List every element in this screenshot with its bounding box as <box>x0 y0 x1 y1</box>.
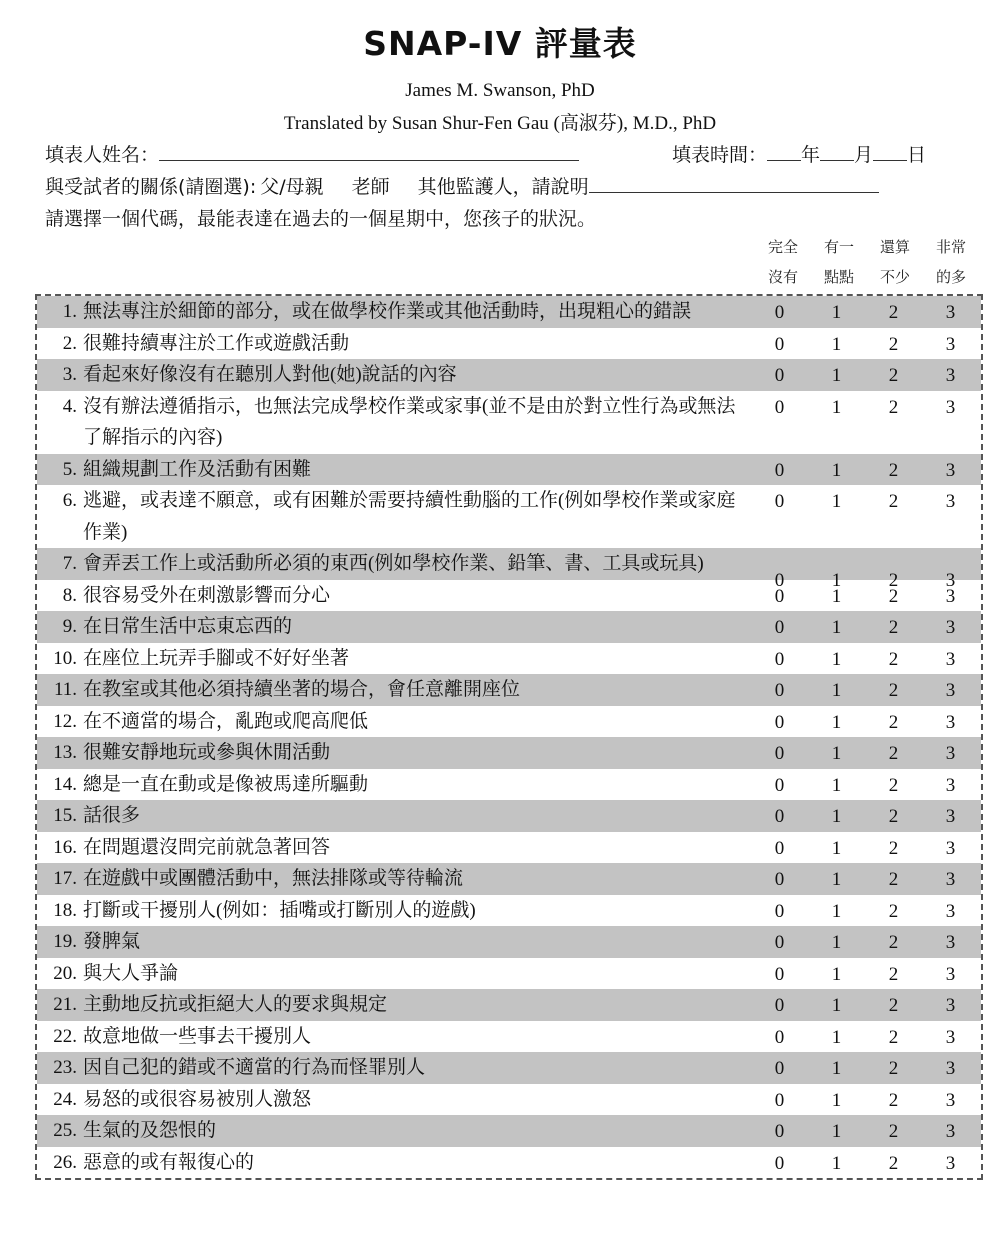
score-option-2[interactable]: 2 <box>888 900 899 922</box>
scale-header-3 <box>926 236 976 287</box>
score-option-0[interactable]: 0 <box>774 1058 785 1079</box>
item-row <box>37 391 981 454</box>
score-options <box>751 328 981 360</box>
score-option-3[interactable]: 3 <box>945 900 956 922</box>
score-option-1[interactable]: 1 <box>831 617 842 638</box>
score-option-1[interactable]: 1 <box>831 1089 842 1111</box>
score-option-3[interactable]: 3 <box>945 932 956 953</box>
score-option-3[interactable]: 3 <box>945 648 956 670</box>
scale-header-line2: 點點 <box>823 268 854 286</box>
relation-option-parent[interactable]: 父/母親 <box>260 176 324 198</box>
score-option-3[interactable]: 3 <box>945 585 956 607</box>
score-option-0[interactable]: 0 <box>774 869 785 890</box>
score-option-0[interactable]: 0 <box>774 1026 785 1048</box>
item-text: 會弄丟工作上或活動所必須的東西(例如學校作業、鉛筆、書、工具或玩具) <box>83 553 704 574</box>
item-text: 很難安靜地玩或參與休閒活動 <box>83 742 331 763</box>
item-row <box>37 1052 981 1084</box>
score-options <box>751 296 981 328</box>
score-option-0[interactable]: 0 <box>774 1121 785 1142</box>
item-text: 組織規劃工作及活動有困難 <box>83 458 312 480</box>
date-row <box>672 140 926 167</box>
item-text: 生氣的及怨恨的 <box>83 1120 217 1141</box>
item-row <box>37 800 981 832</box>
month-field[interactable] <box>820 142 854 161</box>
item-row <box>37 359 981 391</box>
item-row <box>37 989 981 1021</box>
score-option-2[interactable]: 2 <box>888 680 899 701</box>
item-number: 14. <box>53 773 77 795</box>
score-options <box>751 989 981 1021</box>
item-row <box>37 643 981 675</box>
relation-label: 與受試者的關係(請圈選): <box>45 176 257 198</box>
item-row <box>37 611 981 643</box>
item-number: 2. <box>62 332 77 354</box>
score-option-1[interactable]: 1 <box>831 995 842 1016</box>
score-option-1[interactable]: 1 <box>831 837 842 859</box>
score-option-1[interactable]: 1 <box>831 459 842 481</box>
score-option-3[interactable]: 3 <box>945 365 956 386</box>
item-number: 17. <box>53 868 77 889</box>
score-option-2[interactable]: 2 <box>888 1058 899 1079</box>
item-number: 21. <box>53 994 77 1015</box>
score-option-1[interactable]: 1 <box>831 774 842 796</box>
item-number: 23. <box>53 1057 77 1078</box>
year-field[interactable] <box>767 142 801 161</box>
score-options <box>751 895 981 927</box>
item-text: 無法專注於細節的部分，或在做學校作業或其他活動時，出現粗心的錯誤 <box>83 301 692 322</box>
score-option-0[interactable]: 0 <box>774 774 785 796</box>
score-options <box>751 643 981 675</box>
score-option-2[interactable]: 2 <box>888 837 899 859</box>
score-options <box>751 958 981 990</box>
score-options <box>751 611 981 643</box>
item-row <box>37 1021 981 1053</box>
score-option-0[interactable]: 0 <box>774 837 785 859</box>
score-option-0[interactable]: 0 <box>774 302 785 323</box>
score-option-2[interactable]: 2 <box>888 743 899 764</box>
score-option-0[interactable]: 0 <box>774 585 785 607</box>
score-option-1[interactable]: 1 <box>831 396 842 418</box>
score-option-3[interactable]: 3 <box>945 1026 956 1048</box>
item-number: 10. <box>53 647 77 669</box>
score-options <box>751 769 981 801</box>
score-option-2[interactable]: 2 <box>888 1152 899 1174</box>
day-label: 日 <box>907 144 927 166</box>
item-row <box>37 1084 981 1116</box>
score-options <box>751 485 981 517</box>
instruction: 請選擇一個代碼，最能表達在過去的一個星期中，您孩子的狀況。 <box>45 208 597 230</box>
score-option-3[interactable]: 3 <box>945 774 956 796</box>
item-number: 1. <box>62 301 77 322</box>
score-option-2[interactable]: 2 <box>888 963 899 985</box>
scale-header-line1: 還算 <box>879 238 910 256</box>
score-option-3[interactable]: 3 <box>945 302 956 323</box>
score-option-3[interactable]: 3 <box>945 680 956 701</box>
score-option-3[interactable]: 3 <box>945 459 956 481</box>
score-options <box>751 359 981 391</box>
score-option-2[interactable]: 2 <box>888 774 899 796</box>
item-text: 逃避，或表達不願意，或有困難於需要持續性動腦的工作(例如學校作業或家庭作業) <box>83 490 736 543</box>
item-number: 22. <box>53 1025 77 1047</box>
score-option-1[interactable]: 1 <box>831 743 842 764</box>
score-option-0[interactable]: 0 <box>774 396 785 418</box>
score-options <box>751 706 981 738</box>
item-text: 發脾氣 <box>83 931 141 952</box>
item-row <box>37 296 981 328</box>
score-option-0[interactable]: 0 <box>774 365 785 386</box>
score-option-2[interactable]: 2 <box>888 995 899 1016</box>
scale-header-1 <box>814 236 864 287</box>
item-row <box>37 454 981 486</box>
score-option-1[interactable]: 1 <box>831 333 842 355</box>
score-option-0[interactable]: 0 <box>774 711 785 733</box>
score-option-1[interactable]: 1 <box>831 585 842 607</box>
item-number: 20. <box>53 962 77 984</box>
items-table <box>35 294 983 1180</box>
score-option-0[interactable]: 0 <box>774 743 785 764</box>
score-option-3[interactable]: 3 <box>945 1121 956 1142</box>
year-label: 年 <box>801 144 821 166</box>
translator-line: Translated by Susan Shur-Fen Gau (高淑芬), M.D., PhD <box>283 113 717 134</box>
score-option-0[interactable]: 0 <box>774 459 785 481</box>
name-label: 填表人姓名： <box>45 144 160 166</box>
score-option-3[interactable]: 3 <box>945 396 956 418</box>
item-number: 16. <box>53 836 77 858</box>
score-option-0[interactable]: 0 <box>774 617 785 638</box>
item-text: 惡意的或有報復心的 <box>83 1151 255 1173</box>
item-row <box>37 580 981 612</box>
item-text: 易怒的或很容易被別人激怒 <box>83 1088 312 1110</box>
item-text: 在日常生活中忘東忘西的 <box>83 616 293 637</box>
score-option-3[interactable]: 3 <box>945 570 956 591</box>
item-text: 在教室或其他必須持續坐著的場合，會任意離開座位 <box>83 679 521 700</box>
score-options <box>751 1052 981 1084</box>
scale-header-line2: 不少 <box>879 268 910 286</box>
score-option-0[interactable]: 0 <box>774 900 785 922</box>
item-number: 25. <box>53 1120 77 1141</box>
score-options <box>751 1115 981 1147</box>
relation-option-teacher[interactable]: 老師 <box>351 176 390 198</box>
item-text: 很難持續專注於工作或遊戲活動 <box>83 332 350 354</box>
relation-row <box>45 172 879 199</box>
score-option-0[interactable]: 0 <box>774 680 785 701</box>
score-option-2[interactable]: 2 <box>888 396 899 418</box>
score-option-3[interactable]: 3 <box>945 711 956 733</box>
score-option-3[interactable]: 3 <box>945 491 956 512</box>
score-option-1[interactable]: 1 <box>831 365 842 386</box>
score-option-3[interactable]: 3 <box>945 1089 956 1111</box>
item-row <box>37 706 981 738</box>
name-field[interactable] <box>159 142 579 161</box>
month-label: 月 <box>854 144 874 166</box>
item-number: 5. <box>62 458 77 480</box>
score-options <box>751 1021 981 1053</box>
score-options <box>751 800 981 832</box>
score-option-2[interactable]: 2 <box>888 302 899 323</box>
score-option-2[interactable]: 2 <box>888 806 899 827</box>
item-number: 12. <box>53 710 77 732</box>
item-text: 在問題還沒問完前就急著回答 <box>83 836 331 858</box>
score-option-1[interactable]: 1 <box>831 1152 842 1174</box>
score-option-3[interactable]: 3 <box>945 995 956 1016</box>
item-number: 26. <box>53 1151 77 1173</box>
score-option-2[interactable]: 2 <box>888 1026 899 1048</box>
scale-header-line1: 有一 <box>823 238 854 256</box>
score-option-0[interactable]: 0 <box>774 570 785 591</box>
score-option-0[interactable]: 0 <box>774 806 785 827</box>
item-text: 與大人爭論 <box>83 962 179 984</box>
score-options <box>751 737 981 769</box>
score-option-2[interactable]: 2 <box>888 711 899 733</box>
score-options <box>751 580 981 612</box>
score-option-0[interactable]: 0 <box>774 963 785 985</box>
relation-explain-field[interactable] <box>589 174 879 193</box>
item-text: 在不適當的場合，亂跑或爬高爬低 <box>83 710 369 732</box>
item-number: 9. <box>62 616 77 637</box>
item-text: 總是一直在動或是像被馬達所驅動 <box>83 773 369 795</box>
score-option-1[interactable]: 1 <box>831 900 842 922</box>
score-option-1[interactable]: 1 <box>831 932 842 953</box>
score-option-0[interactable]: 0 <box>774 491 785 512</box>
score-options <box>751 832 981 864</box>
item-row <box>37 485 981 548</box>
score-options <box>751 674 981 706</box>
item-row <box>37 328 981 360</box>
item-row <box>37 863 981 895</box>
item-number: 15. <box>53 805 77 826</box>
item-row <box>37 737 981 769</box>
score-options <box>751 863 981 895</box>
score-option-1[interactable]: 1 <box>831 302 842 323</box>
score-option-1[interactable]: 1 <box>831 1058 842 1079</box>
score-option-3[interactable]: 3 <box>945 1058 956 1079</box>
score-option-0[interactable]: 0 <box>774 333 785 355</box>
score-option-1[interactable]: 1 <box>831 648 842 670</box>
score-option-2[interactable]: 2 <box>888 932 899 953</box>
item-number: 13. <box>53 742 77 763</box>
day-field[interactable] <box>873 142 907 161</box>
score-option-3[interactable]: 3 <box>945 806 956 827</box>
score-option-0[interactable]: 0 <box>774 932 785 953</box>
score-option-0[interactable]: 0 <box>774 648 785 670</box>
item-row <box>37 1147 981 1179</box>
item-text: 故意地做一些事去干擾別人 <box>83 1025 312 1047</box>
item-text: 在遊戲中或團體活動中，無法排隊或等待輪流 <box>83 868 464 889</box>
item-text: 話很多 <box>83 805 141 826</box>
scale-header-0 <box>758 236 808 287</box>
score-option-3[interactable]: 3 <box>945 869 956 890</box>
item-number: 6. <box>62 490 77 511</box>
item-text: 在座位上玩弄手腳或不好好坐著 <box>83 647 350 669</box>
score-option-3[interactable]: 3 <box>945 1152 956 1174</box>
score-option-2[interactable]: 2 <box>888 491 899 512</box>
score-option-2[interactable]: 2 <box>888 1089 899 1111</box>
score-option-1[interactable]: 1 <box>831 869 842 890</box>
score-option-2[interactable]: 2 <box>888 459 899 481</box>
relation-option-other[interactable]: 其他監護人，請說明 <box>417 176 589 198</box>
score-option-0[interactable]: 0 <box>774 995 785 1016</box>
item-text: 看起來好像沒有在聽別人對他(她)說話的內容 <box>83 364 457 385</box>
score-option-1[interactable]: 1 <box>831 491 842 512</box>
score-options <box>751 454 981 486</box>
score-options <box>751 926 981 958</box>
score-option-3[interactable]: 3 <box>945 333 956 355</box>
item-text: 很容易受外在刺激影響而分心 <box>83 584 331 606</box>
item-number: 7. <box>62 553 77 574</box>
score-option-3[interactable]: 3 <box>945 837 956 859</box>
scale-header-line1: 完全 <box>767 238 798 256</box>
scale-header-2 <box>870 236 920 287</box>
item-text: 因自己犯的錯或不適當的行為而怪罪別人 <box>83 1057 426 1078</box>
score-option-2[interactable]: 2 <box>888 333 899 355</box>
score-option-1[interactable]: 1 <box>831 963 842 985</box>
item-number: 18. <box>53 899 77 921</box>
score-option-2[interactable]: 2 <box>888 585 899 607</box>
score-option-1[interactable]: 1 <box>831 1121 842 1142</box>
item-row <box>37 832 981 864</box>
score-option-2[interactable]: 2 <box>888 617 899 638</box>
score-options <box>751 391 981 423</box>
score-option-1[interactable]: 1 <box>831 570 842 591</box>
scale-header-line1: 非常 <box>935 238 966 256</box>
score-option-2[interactable]: 2 <box>888 1121 899 1142</box>
item-row <box>37 1115 981 1147</box>
item-number: 8. <box>62 584 77 606</box>
score-option-3[interactable]: 3 <box>945 963 956 985</box>
score-option-1[interactable]: 1 <box>831 1026 842 1048</box>
score-option-2[interactable]: 2 <box>888 648 899 670</box>
item-text: 打斷或干擾別人(例如：插嘴或打斷別人的遊戲) <box>83 899 476 921</box>
score-option-3[interactable]: 3 <box>945 617 956 638</box>
item-text: 主動地反抗或拒絕大人的要求與規定 <box>83 994 388 1015</box>
item-number: 19. <box>53 931 77 952</box>
author-line: James M. Swanson, PhD <box>405 80 595 101</box>
item-row <box>37 674 981 706</box>
score-options <box>751 1084 981 1116</box>
item-row <box>37 958 981 990</box>
score-option-0[interactable]: 0 <box>774 1152 785 1174</box>
scale-header-line2: 沒有 <box>767 268 798 286</box>
item-number: 3. <box>62 364 77 385</box>
item-row <box>37 548 981 591</box>
score-option-1[interactable]: 1 <box>831 806 842 827</box>
date-label: 填表時間： <box>672 144 768 166</box>
name-row <box>45 140 579 167</box>
score-option-1[interactable]: 1 <box>831 680 842 701</box>
score-option-0[interactable]: 0 <box>774 1089 785 1111</box>
score-option-2[interactable]: 2 <box>888 869 899 890</box>
score-option-3[interactable]: 3 <box>945 743 956 764</box>
item-row <box>37 895 981 927</box>
form-title: SNAP-IV 評量表 <box>363 24 637 63</box>
item-row <box>37 926 981 958</box>
score-option-1[interactable]: 1 <box>831 711 842 733</box>
item-number: 24. <box>53 1088 77 1110</box>
item-number: 4. <box>62 395 77 417</box>
item-text: 沒有辦法遵循指示，也無法完成學校作業或家事(並不是由於對立性行為或無法了解指示的內容) <box>83 395 736 448</box>
item-number: 11. <box>53 679 77 700</box>
score-option-2[interactable]: 2 <box>888 365 899 386</box>
score-option-2[interactable]: 2 <box>888 570 899 591</box>
score-options <box>751 1147 981 1179</box>
item-row <box>37 769 981 801</box>
scale-header-line2: 的多 <box>935 268 966 286</box>
